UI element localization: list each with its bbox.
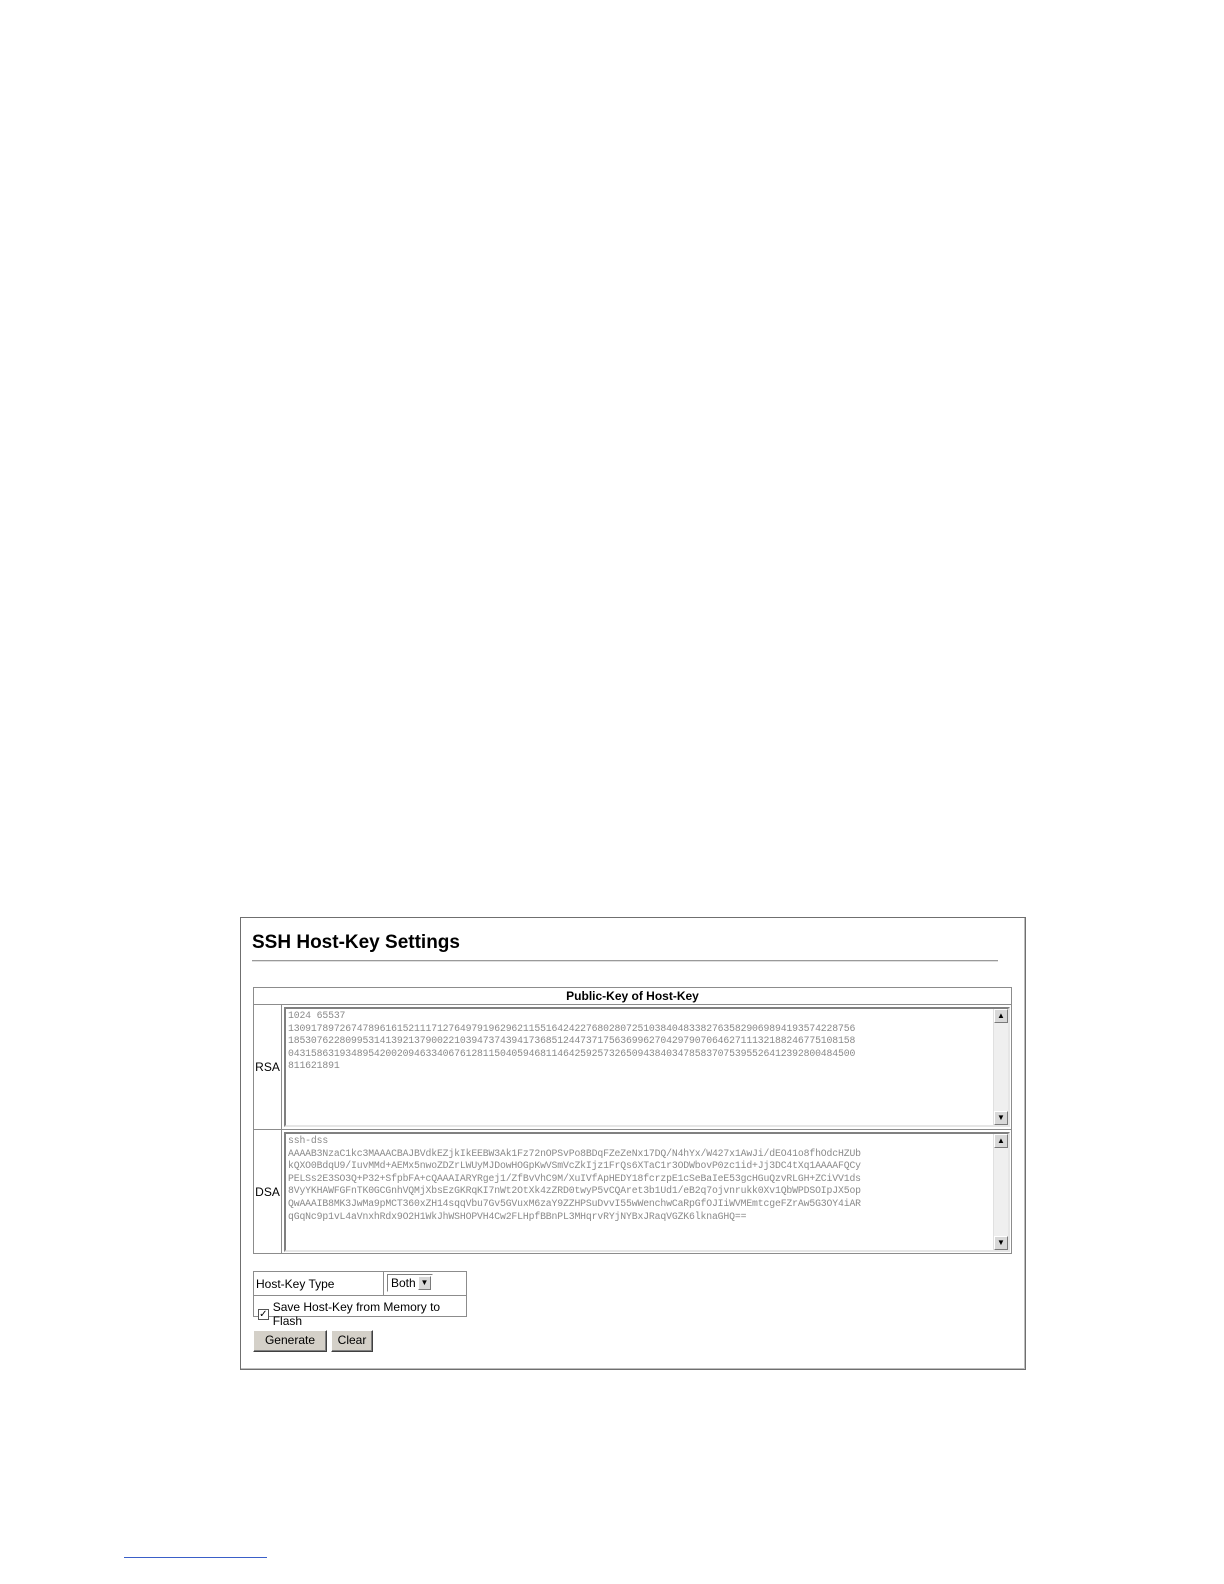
save-to-flash-checkbox[interactable]: ✓ (259, 1308, 268, 1320)
rsa-scrollbar[interactable] (993, 1009, 1008, 1125)
public-key-table (253, 987, 1012, 1254)
dsa-key-text: ssh-dss AAAAB3NzaC1kc3MAAACBAJBVdkEZjkIkEEBW3Ak1Fz72nOPSvPo8BDqFZeZeNx17DQ/N4hYx/W427x1AwJi/dEO41o8fhOdcHZUb kQXO0BdqU9/IuvMMd+AEMx5nwoZDZrLWUyMJDowHOGpKwVSmVcZkIjz1FrQs6XTaC1r3ODWbovP0zc1id+Jj3DC4tXq1AAAAFQCy PELSs2E3SO3Q+P32+SfpbFA+cQAAAIARYRgej1/ZfBvVhC9M/XuIVfApHEDY18fcrzpE1cSeBaIeE53gcHGuQzvRLGH+ZCiVV1ds 8VyYKHAWFGFnTK0GCGnhVQMjXbsEzGKRqKI7nWt2OtXk4zZRD0twyP5vCQAret3b1Ud1/eB2q7ojvnrukk0Xv1QbWPDSOIpJX5op QwAAAIB8MK3JwMa9pMCT360xZH14sqqVbu7Gv5GVuxM6zaY9ZZHPSuDvvI55wWenchwCaRpGfOJIiWVMEmtcgeFZrAw5G3OY4iAR qGqNc9p1vL4aVnxhRdx9O2H1WkJhWSHOPVH4Cw2FLHpfBBnPL3MHqrvRYjNYBxJRaqVGZK6lknaGHQ== (288, 1135, 861, 1222)
rsa-label: RSA (254, 1005, 282, 1129)
scroll-up-icon[interactable]: ▲ (994, 1009, 1008, 1023)
ssh-host-key-panel (240, 917, 1026, 1370)
row-divider (254, 1129, 1011, 1130)
footer-link-rule (124, 1557, 267, 1558)
chevron-down-icon[interactable]: ▼ (418, 1276, 431, 1290)
cell-divider (383, 1272, 384, 1295)
dsa-key-textarea[interactable] (284, 1132, 1010, 1252)
save-to-flash-label: Save Host-Key from Memory to Flash (272, 1300, 441, 1328)
scroll-down-icon[interactable]: ▼ (994, 1236, 1008, 1250)
scroll-up-icon[interactable]: ▲ (994, 1134, 1008, 1148)
title-divider (252, 960, 998, 962)
host-key-type-label: Host-Key Type (256, 1277, 335, 1291)
scroll-down-icon[interactable]: ▼ (994, 1111, 1008, 1125)
host-key-type-value: Both (391, 1276, 416, 1290)
generate-button[interactable]: Generate (253, 1330, 327, 1352)
clear-button[interactable]: Clear (331, 1330, 373, 1352)
save-to-flash-row[interactable] (258, 1300, 466, 1328)
rsa-key-text: 1024 65537 130917897267478961615211171276497919629621155164242276802807251038404833827635829069894193574228756 185307622809953141392137900221039473743941736851244737175636996270429790706462711132188246775108158 043158631934895420020946334067612811504059468114642592573265094384034785837075395526412392800484500 811621891 (288, 1010, 856, 1072)
page-title: SSH Host-Key Settings (252, 932, 460, 953)
host-key-type-select[interactable] (387, 1274, 433, 1292)
dsa-scrollbar[interactable] (993, 1134, 1008, 1250)
public-key-header: Public-Key of Host-Key (254, 988, 1011, 1005)
rsa-key-textarea[interactable] (284, 1007, 1010, 1127)
dsa-label: DSA (254, 1130, 282, 1253)
host-key-options (253, 1271, 467, 1328)
host-key-type-row (254, 1272, 466, 1296)
